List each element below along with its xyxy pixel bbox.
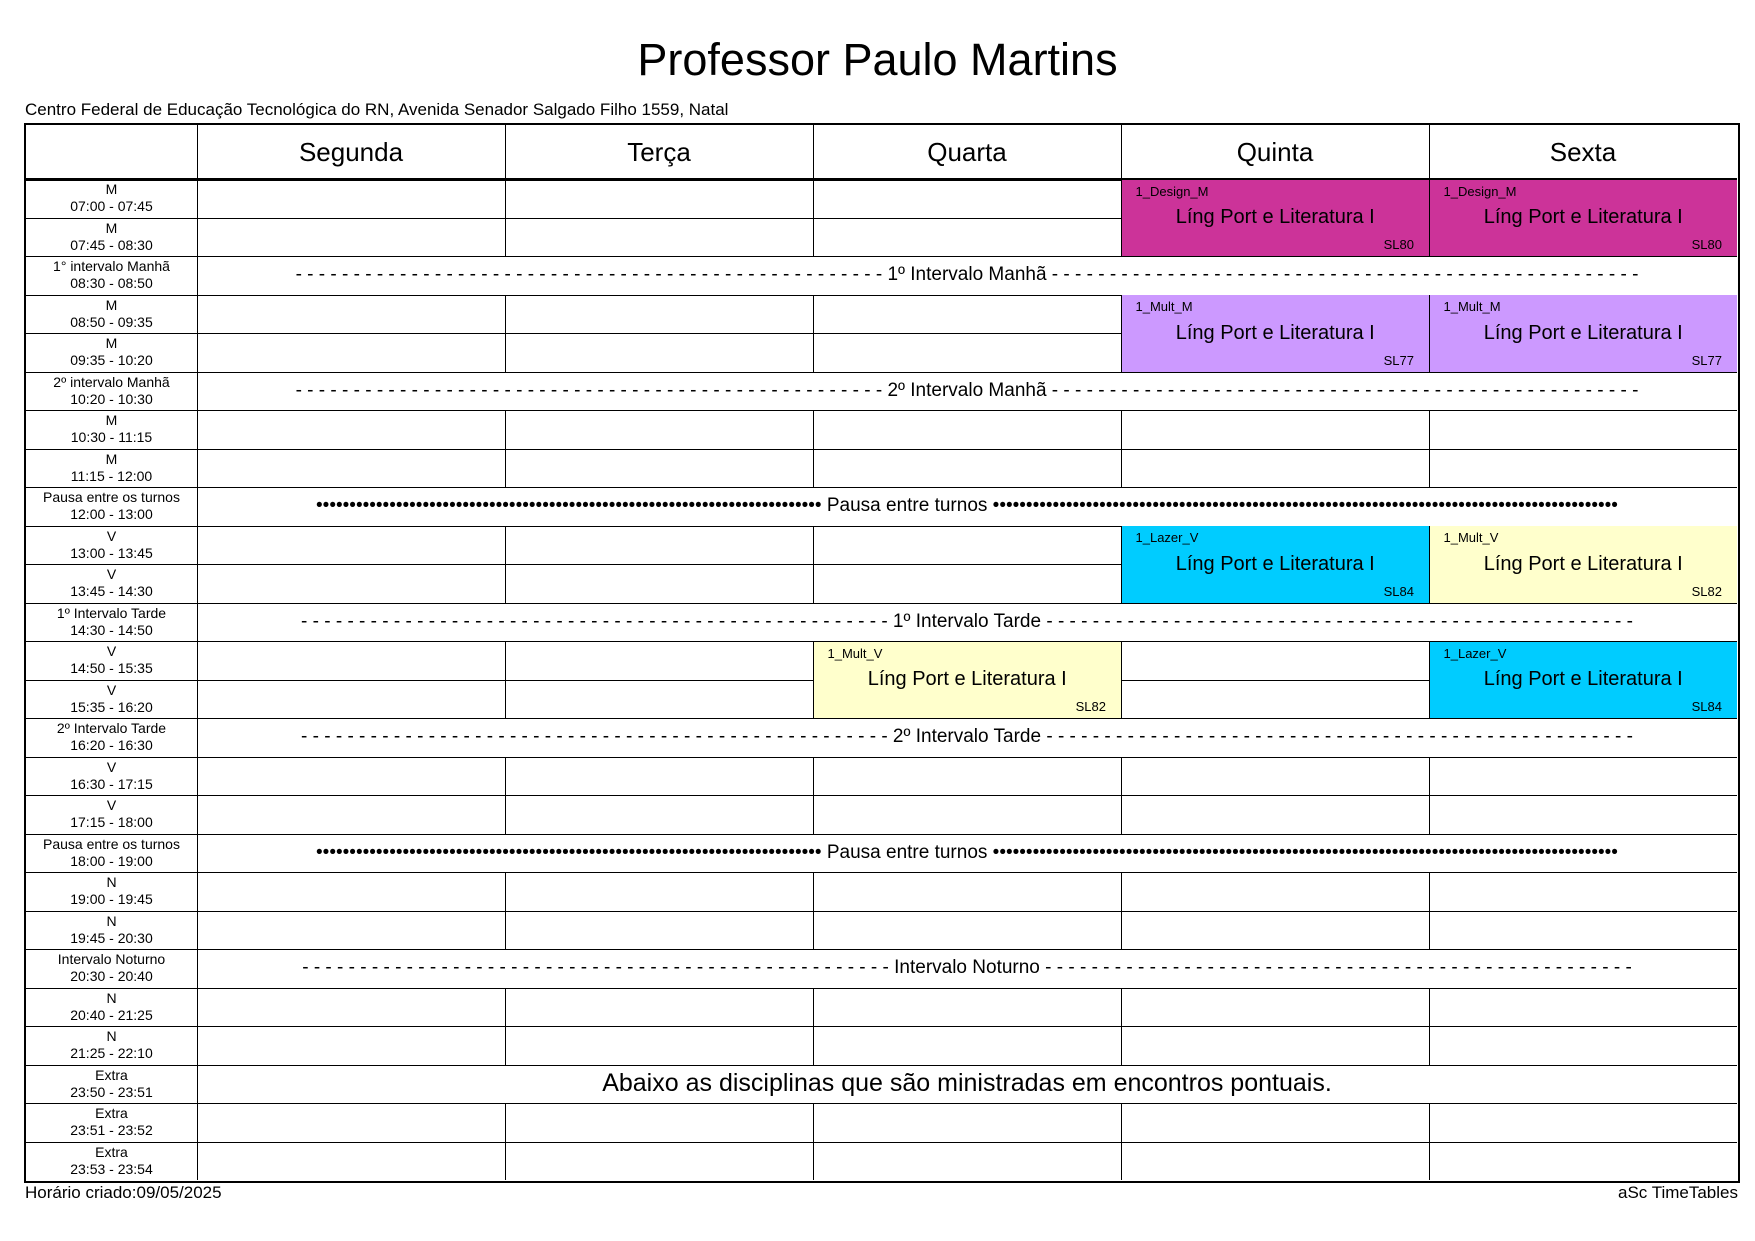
period-name: Extra <box>95 1143 128 1160</box>
period-name: N <box>106 1028 117 1045</box>
period-name: M <box>105 412 118 429</box>
period-time: 12:00 - 13:00 <box>70 506 153 523</box>
grid-line <box>26 256 1737 257</box>
grid-line <box>813 449 814 488</box>
period-name: V <box>106 566 117 583</box>
period-time: 08:50 - 09:35 <box>70 313 153 330</box>
lesson-subject: Líng Port e Literatura I <box>1175 206 1375 229</box>
grid-line <box>505 1142 506 1181</box>
period-time: 17:15 - 18:00 <box>70 814 153 831</box>
period-label <box>26 834 197 873</box>
period-label <box>26 603 197 642</box>
grid-line <box>1429 1142 1430 1181</box>
grid-line <box>1429 757 1430 796</box>
period-label <box>26 1103 197 1142</box>
grid-line <box>813 333 814 372</box>
grid-line <box>26 718 1737 719</box>
grid-line <box>26 1103 1737 1104</box>
lesson-subject: Líng Port e Literatura I <box>1175 552 1375 575</box>
period-name: V <box>106 681 117 698</box>
period-time: 14:50 - 15:35 <box>70 660 153 677</box>
day-header: Quinta <box>1236 136 1314 167</box>
period-time: 10:30 - 11:15 <box>70 429 153 446</box>
lesson-subject: Líng Port e Literatura I <box>867 668 1067 691</box>
period-name: N <box>106 874 117 891</box>
period-label <box>26 1065 197 1104</box>
grid-line <box>26 911 1737 912</box>
grid-line <box>505 872 506 911</box>
grid-line <box>1121 641 1122 680</box>
grid-line <box>1121 988 1122 1027</box>
period-name: M <box>105 219 118 236</box>
period-label <box>26 718 197 757</box>
grid-line <box>813 795 814 834</box>
period-label <box>26 911 197 950</box>
break-row-label: - - - - - - - - - - - - - - - - - - - - - - - - - - - - - - - - - - - - - - - - - - - - - - - - - - - Intervalo Noturno - - - - - - - - - - - - - - - - - - - - - - - - - - - - - - - - - - - - - - - - - - - - - - - - - - - <box>302 957 1632 979</box>
grid-line <box>26 487 1737 488</box>
grid-line <box>1121 911 1122 950</box>
break-row-label: Abaixo as disciplinas que são ministradas em encontros pontuais. <box>602 1069 1332 1098</box>
period-time: 14:30 - 14:50 <box>70 621 153 638</box>
period-time: 23:53 - 23:54 <box>70 1160 153 1177</box>
grid-line <box>505 795 506 834</box>
grid-line <box>505 179 506 218</box>
grid-line <box>26 372 1737 373</box>
period-name: M <box>105 181 118 198</box>
grid-line <box>505 1026 506 1065</box>
lesson-card[interactable] <box>1122 180 1430 257</box>
grid-line <box>26 872 1737 873</box>
grid-line <box>813 125 814 179</box>
period-label <box>26 372 197 411</box>
grid-line <box>505 680 506 719</box>
period-name: 1º Intervalo Tarde <box>56 604 167 621</box>
period-label <box>26 1142 197 1181</box>
day-header: Segunda <box>298 136 404 167</box>
grid-line <box>1429 795 1430 834</box>
lesson-card[interactable] <box>1430 180 1738 257</box>
grid-line <box>813 1103 814 1142</box>
lesson-card[interactable] <box>1430 295 1738 372</box>
lesson-room: SL77 <box>1383 352 1414 368</box>
grid-line <box>505 449 506 488</box>
lesson-class: 1_Mult_V <box>827 645 883 661</box>
break-row-label: •••••••••••••••••••••••••••••••••••••••••••••••••••••••••••••••••••••••••••• Pausa entre turnos •••••••••••••••••••••••••••••••••••••••••••••••••••••••••••••••••••••••••••••••••••••••••••••• <box>316 841 1618 863</box>
lesson-class: 1_Design_M <box>1135 183 1209 199</box>
grid-line <box>1121 795 1122 834</box>
grid-line <box>1429 410 1430 449</box>
grid-line <box>813 1142 814 1181</box>
lesson-room: SL84 <box>1383 583 1414 599</box>
period-time: 20:30 - 20:40 <box>70 968 153 985</box>
grid-line <box>26 410 1737 411</box>
period-time: 19:45 - 20:30 <box>70 929 153 946</box>
period-time: 19:00 - 19:45 <box>70 891 153 908</box>
grid-line <box>1121 1142 1122 1181</box>
period-name: M <box>105 296 118 313</box>
lesson-room: SL80 <box>1383 237 1414 252</box>
grid-line <box>505 757 506 796</box>
period-name: V <box>106 527 117 544</box>
grid-line <box>1429 1103 1430 1142</box>
period-name: Pausa entre os turnos <box>43 489 180 506</box>
grid-line <box>1429 872 1430 911</box>
lesson-class: 1_Mult_M <box>1135 299 1193 314</box>
lesson-subject: Líng Port e Literatura I <box>1483 668 1683 691</box>
grid-line <box>26 795 1737 796</box>
lesson-class: 1_Mult_M <box>1443 299 1501 314</box>
period-label <box>26 449 197 488</box>
lesson-room: SL82 <box>1075 699 1106 714</box>
lesson-subject: Líng Port e Literatura I <box>1483 552 1683 575</box>
lesson-card[interactable] <box>1430 526 1738 603</box>
grid-line <box>26 988 1737 989</box>
grid-line <box>505 911 506 950</box>
timetable-grid <box>24 123 1740 1183</box>
period-time: 16:30 - 17:15 <box>70 775 153 792</box>
grid-line <box>505 218 506 257</box>
grid-line <box>1121 410 1122 449</box>
grid-line <box>1429 125 1430 179</box>
period-label <box>26 295 197 334</box>
grid-line <box>813 295 814 334</box>
period-name: 1° intervalo Manhã <box>53 258 170 275</box>
lesson-subject: Líng Port e Literatura I <box>1483 206 1683 229</box>
day-header: Quarta <box>927 136 1007 167</box>
period-name: Intervalo Noturno <box>57 951 166 968</box>
period-name: Pausa entre os turnos <box>43 835 180 852</box>
grid-line <box>505 564 506 603</box>
day-header: Sexta <box>1549 136 1617 167</box>
period-time: 21:25 - 22:10 <box>70 1045 153 1062</box>
grid-line <box>813 872 814 911</box>
period-label <box>26 949 197 988</box>
grid-line <box>1429 988 1430 1027</box>
lesson-room: SL84 <box>1691 699 1722 714</box>
grid-line <box>26 449 1737 450</box>
period-name: Extra <box>95 1066 128 1083</box>
grid-line <box>813 564 814 603</box>
grid-line <box>505 988 506 1027</box>
lesson-class: 1_Lazer_V <box>1443 645 1507 661</box>
period-time: 23:50 - 23:51 <box>70 1083 153 1100</box>
grid-line <box>813 179 814 218</box>
period-time: 13:45 - 14:30 <box>70 583 153 600</box>
period-label <box>26 795 197 834</box>
period-time: 07:00 - 07:45 <box>70 198 153 215</box>
period-time: 10:20 - 10:30 <box>70 390 153 407</box>
period-name: V <box>106 758 117 775</box>
period-time: 23:51 - 23:52 <box>70 1122 153 1139</box>
grid-line <box>26 1065 1737 1066</box>
period-label <box>26 872 197 911</box>
period-time: 16:20 - 16:30 <box>70 737 153 754</box>
period-name: M <box>105 335 118 352</box>
period-label <box>26 1026 197 1065</box>
period-label <box>26 333 197 372</box>
period-time: 13:00 - 13:45 <box>70 544 153 561</box>
grid-line <box>505 641 506 680</box>
period-label <box>26 757 197 796</box>
grid-line <box>813 526 814 565</box>
page-title: Professor Paulo Martins <box>637 34 1118 85</box>
period-name: N <box>106 989 117 1006</box>
period-time: 08:30 - 08:50 <box>70 275 153 292</box>
period-label <box>26 564 197 603</box>
grid-line <box>1121 449 1122 488</box>
lesson-card[interactable] <box>1122 526 1430 603</box>
grid-line <box>26 1026 1737 1027</box>
grid-line <box>1121 757 1122 796</box>
period-name: Extra <box>95 1105 128 1122</box>
grid-line <box>26 757 1737 758</box>
lesson-class: 1_Design_M <box>1443 183 1517 199</box>
lesson-room: SL82 <box>1691 583 1722 599</box>
grid-line <box>26 1142 1737 1143</box>
lesson-class: 1_Mult_V <box>1443 530 1499 545</box>
period-name: 2º intervalo Manhã <box>53 373 170 390</box>
grid-line <box>26 603 1737 604</box>
grid-line <box>813 988 814 1027</box>
created-date: Horário criado:09/05/2025 <box>25 1183 222 1202</box>
grid-line <box>505 526 506 565</box>
lesson-room: SL80 <box>1691 237 1722 252</box>
period-time: 20:40 - 21:25 <box>70 1006 153 1023</box>
period-time: 15:35 - 16:20 <box>70 698 153 715</box>
grid-line <box>813 757 814 796</box>
period-time: 07:45 - 08:30 <box>70 236 153 253</box>
break-row-label: - - - - - - - - - - - - - - - - - - - - - - - - - - - - - - - - - - - - - - - - - - - - - - - - - - - 1º Intervalo Manhã - - - - - - - - - - - - - - - - - - - - - - - - - - - - - - - - - - - - - - - - - - - - - - - - - - - <box>295 264 1639 286</box>
period-name: 2º Intervalo Tarde <box>56 720 167 737</box>
grid-line <box>813 1026 814 1065</box>
break-row-label: •••••••••••••••••••••••••••••••••••••••••••••••••••••••••••••••••••••••••••• Pausa entre turnos •••••••••••••••••••••••••••••••••••••••••••••••••••••••••••••••••••••••••••••••••••••••••••••• <box>316 495 1618 517</box>
period-label <box>26 410 197 449</box>
grid-line <box>1429 911 1430 950</box>
break-row-label: - - - - - - - - - - - - - - - - - - - - - - - - - - - - - - - - - - - - - - - - - - - - - - - - - - - 2º Intervalo Manhã - - - - - - - - - - - - - - - - - - - - - - - - - - - - - - - - - - - - - - - - - - - - - - - - - - - <box>295 379 1639 401</box>
period-time: 09:35 - 10:20 <box>70 352 153 369</box>
school-address: Centro Federal de Educação Tecnológica do RN, Avenida Senador Salgado Filho 1559, Natal <box>25 100 729 119</box>
lesson-card[interactable] <box>1122 295 1430 372</box>
period-name: V <box>106 797 117 814</box>
grid-line <box>505 333 506 372</box>
period-label <box>26 526 197 565</box>
software-credit: aSc TimeTables <box>1618 1183 1738 1202</box>
break-row-label: - - - - - - - - - - - - - - - - - - - - - - - - - - - - - - - - - - - - - - - - - - - - - - - - - - - 1º Intervalo Tarde - - - - - - - - - - - - - - - - - - - - - - - - - - - - - - - - - - - - - - - - - - - - - - - - - - - <box>301 610 1633 632</box>
grid-line <box>197 125 198 1180</box>
grid-line <box>26 949 1737 950</box>
break-row-label: - - - - - - - - - - - - - - - - - - - - - - - - - - - - - - - - - - - - - - - - - - - - - - - - - - - 2º Intervalo Tarde - - - - - - - - - - - - - - - - - - - - - - - - - - - - - - - - - - - - - - - - - - - - - - - - - - - <box>301 726 1633 748</box>
grid-line <box>813 218 814 257</box>
lesson-class: 1_Lazer_V <box>1135 530 1199 545</box>
period-label <box>26 988 197 1027</box>
grid-line <box>1121 1026 1122 1065</box>
period-label <box>26 256 197 295</box>
grid-line <box>1429 449 1430 488</box>
grid-line <box>813 410 814 449</box>
lesson-room: SL77 <box>1691 352 1722 368</box>
grid-line <box>1429 1026 1430 1065</box>
grid-line <box>505 1103 506 1142</box>
period-label <box>26 680 197 719</box>
day-header: Terça <box>627 136 691 167</box>
grid-line <box>26 834 1737 835</box>
grid-line <box>505 410 506 449</box>
grid-line <box>505 125 506 179</box>
lesson-subject: Líng Port e Literatura I <box>1175 321 1375 344</box>
lesson-card[interactable] <box>1430 642 1738 719</box>
period-name: N <box>106 912 117 929</box>
grid-line <box>1121 1103 1122 1142</box>
grid-line <box>1121 872 1122 911</box>
period-label <box>26 641 197 680</box>
period-name: V <box>106 643 117 660</box>
lesson-card[interactable] <box>814 642 1122 719</box>
period-time: 11:15 - 12:00 <box>70 467 153 484</box>
period-label <box>26 179 197 218</box>
grid-line <box>813 911 814 950</box>
lesson-subject: Líng Port e Literatura I <box>1483 321 1683 344</box>
period-label <box>26 218 197 257</box>
grid-line <box>1121 125 1122 179</box>
period-time: 18:00 - 19:00 <box>70 852 153 869</box>
grid-line <box>505 295 506 334</box>
grid-line <box>1121 680 1122 719</box>
period-label <box>26 487 197 526</box>
period-name: M <box>105 450 118 467</box>
